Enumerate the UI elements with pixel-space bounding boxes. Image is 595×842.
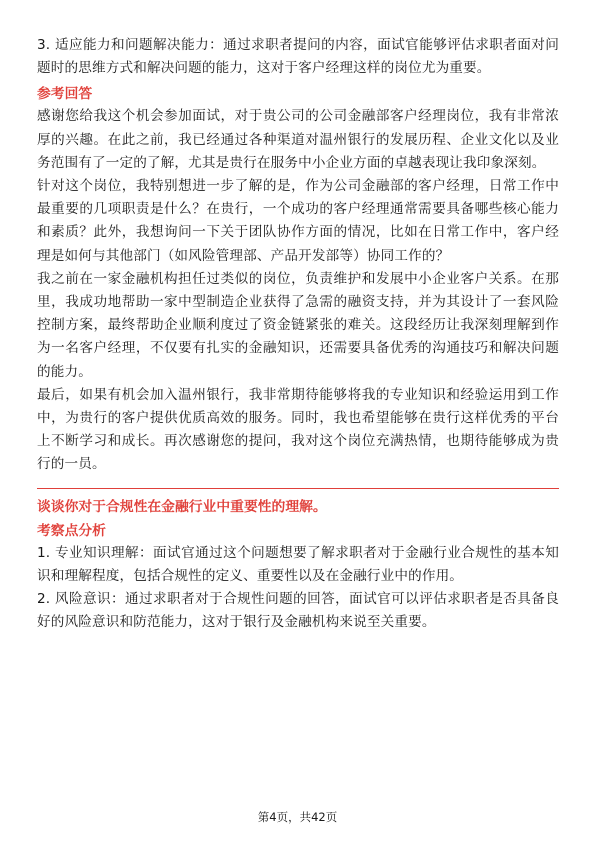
section-divider xyxy=(37,488,559,489)
reference-answer-heading: 参考回答 xyxy=(37,86,93,103)
reference-paragraph-3: 我之前在一家金融机构担任过类似的岗位，负责维护和发展中小企业客户关系。在那里，我成功地帮助一家中型制造企业获得了急需的融资支持，并为其设计了一套风险控制方案，最终帮助企业顺利度过了资金链紧张的难关。这段经历让我深刻理解到作为一名客户经理，不仅要有扎实的金融知识，还需要具备优秀的沟通技巧和解决问题的能力。 xyxy=(37,270,559,380)
analysis-item-1: 1. 专业知识理解：面试官通过这个问题想要了解求职者对于金融行业合规性的基本知识和理解程度，包括合规性的定义、重要性以及在金融行业中的作用。 xyxy=(37,544,559,584)
reference-paragraph-4: 最后，如果有机会加入温州银行，我非常期待能够将我的专业知识和经验运用到工作中，为贵行的客户提供优质高效的服务。同时，我也希望能够在贵行这样优秀的平台上不断学习和成长。再次感谢您的提问，我对这个岗位充满热情，也期待能够成为贵行的一员。 xyxy=(37,386,559,473)
analysis-heading: 考察点分析 xyxy=(37,522,106,539)
page-number: 第4页，共42页 xyxy=(257,810,338,824)
reference-paragraph-1: 感谢您给我这个机会参加面试，对于贵公司的公司金融部客户经理岗位，我有非常浓厚的兴趣。在此之前，我已经通过各种渠道对温州银行的发展历程、企业文化以及业务范围有了一定的了解，尤其是贵行在服务中小企业方面的卓越表现让我印象深刻。 xyxy=(37,108,559,171)
analysis-item-3: 3. 适应能力和问题解决能力：通过求职者提问的内容，面试官能够评估求职者面对问题时的思维方式和解决问题的能力，这对于客户经理这样的岗位尤为重要。 xyxy=(37,37,559,77)
reference-paragraph-2: 针对这个岗位，我特别想进一步了解的是，作为公司金融部的客户经理，日常工作中最重要的几项职责是什么？在贵行，一个成功的客户经理通常需要具备哪些核心能力和素质？此外，我想询问一下关于团队协作方面的情况，比如在日常工作中，客户经理是如何与其他部门（如风险管理部、产品开发部等）协同工作的？ xyxy=(37,178,559,264)
page-content xyxy=(37,34,559,634)
analysis-item-2: 2. 风险意识：通过求职者对于合规性问题的回答，面试官可以评估求职者是否具备良好的风险意识和防范能力，这对于银行及金融机构来说至关重要。 xyxy=(37,591,559,631)
question-title: 谈谈你对于合规性在金融行业中重要性的理解。 xyxy=(37,498,327,515)
